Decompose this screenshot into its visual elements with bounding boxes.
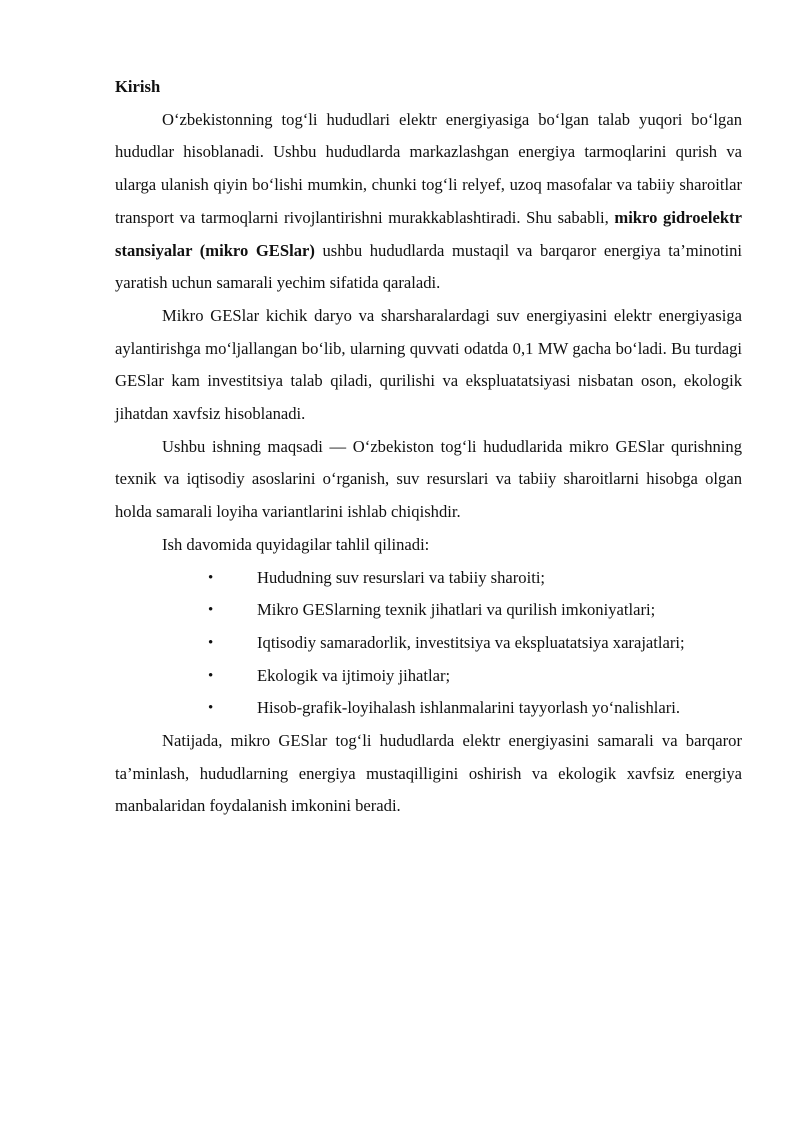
bullet-icon: • [208,634,214,651]
conclusion-paragraph: Natijada, mikro GESlar tog‘li hududlarda elektr energiyasini samarali va barqaror ta’minlash, hududlarning energiya mustaqilligini oshirish va ekologik xavfsiz energiya manbalaridan foydalanish imkonini beradi. [115,731,742,816]
list-item-text: Hududning suv resurslari va tabiiy sharoiti; [257,567,546,587]
list-item [115,562,742,595]
bullet-icon: • [208,667,214,684]
bullet-icon: • [208,602,214,619]
intro-bold-term: mikro gidroelektr stansiyalar (mikro GESlar) [115,207,742,260]
list-item-text: Iqtisodiy samaradorlik, investitsiya va ekspluatatsiya xarajatlari; [257,632,685,652]
intro-text-start: O‘zbekistonning tog‘li hududlari elektr energiyasiga bo‘lgan talab yuqori bo‘lgan hududlar hisoblanadi. Ushbu hududlarda markazlashgan energiya tarmoqlarini qurish va ularga ulanish qiyin bo‘lishi mumkin, chunki tog‘li relyef, uzoq masofalar va tabiiy sharoitlar transport va tarmoqlarni rivojlantirishni murakkablashtiradi. Shu sababli, [115,109,742,227]
intro-text-end: ushbu hududlarda mustaqil va barqaror energiya ta’minotini yaratish uchun samarali yechim sifatida qaraladi. [115,240,742,293]
list-item-text: Hisob-grafik-loyihalash ishlanmalarini tayyorlash yo‘nalishlari. [257,698,681,718]
list-item-text: Mikro GESlarning texnik jihatlari va qurilish imkoniyatlari; [257,600,656,620]
goal-paragraph: Ushbu ishning maqsadi — O‘zbekiston tog‘li hududlarida mikro GESlar qurishning texnik va iqtisodiy asoslarini o‘rganish, suv resurslari va tabiiy sharoitlarni hisobga olgan holda samarali loyiha variantlarini ishlab chiqishdir. [115,436,742,522]
section-heading: Kirish [115,77,161,96]
analysis-list [115,562,742,726]
bullet-icon: • [208,569,214,586]
list-item [115,660,742,693]
list-item [115,627,742,660]
list-item-text: Ekologik va ijtimoiy jihatlar; [257,665,451,685]
intro-paragraph [115,104,742,300]
bullet-icon: • [208,700,214,717]
micro-hpp-description-paragraph: Mikro GESlar kichik daryo va sharsharalardagi suv energiyasini elektr energiyasiga aylantirishga mo‘ljallangan bo‘lib, ularning quvvati odatda 0,1 MW gacha bo‘ladi. Bu turdagi GESlar kam investitsiya talab qiladi, qurilishi va ekspluatatsiyasi nisbatan oson, ekologik jihatdan xavfsiz hisoblanadi. [115,305,742,424]
document-page [115,71,742,823]
analysis-intro-paragraph: Ish davomida quyidagilar tahlil qilinadi: [162,534,430,554]
list-item [115,692,742,725]
list-item [115,594,742,627]
